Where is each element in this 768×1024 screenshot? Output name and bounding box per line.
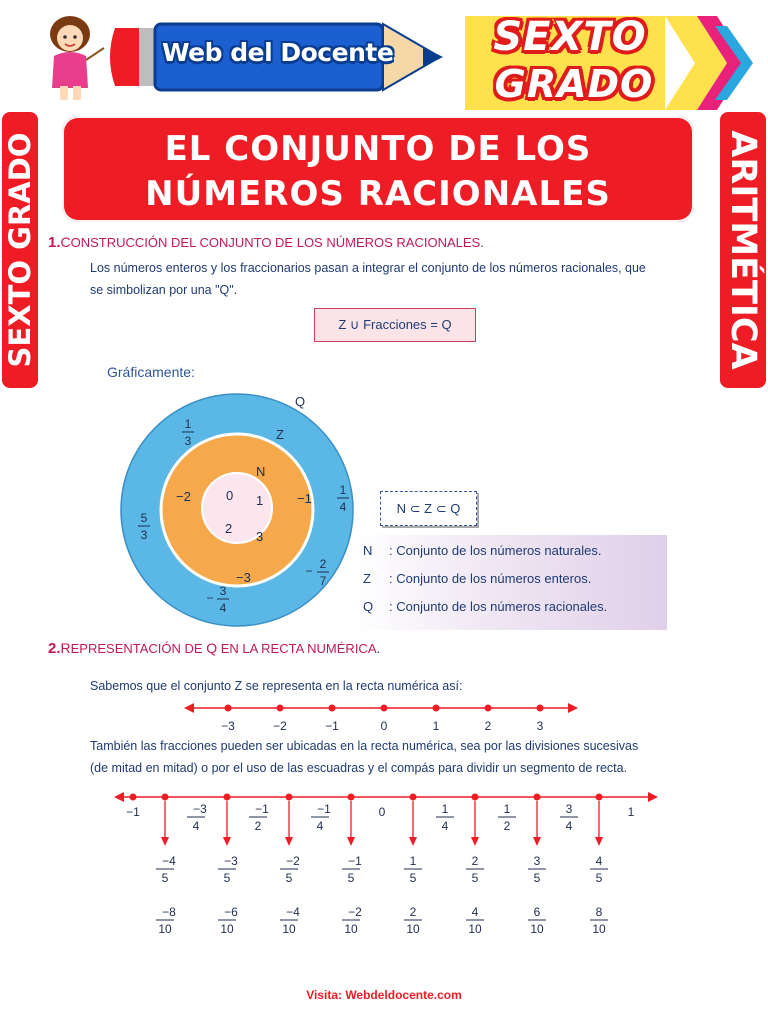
page-title	[62, 116, 694, 222]
numerator: 6	[533, 905, 541, 919]
section-1-initial: C	[60, 234, 71, 250]
denominator: 4	[565, 819, 573, 833]
tick-fraction-label	[187, 802, 207, 833]
tick-point	[225, 705, 232, 712]
denominator: 10	[220, 922, 234, 936]
section-1-heading	[48, 234, 484, 252]
svg-text:−: −	[206, 591, 214, 605]
natural-1: 1	[256, 493, 264, 508]
denominator: 10	[468, 922, 482, 936]
section-2-paragraph-1: Sabemos que el conjunto Z se representa en la recta numérica así:	[90, 679, 463, 693]
denominator: 4	[441, 819, 449, 833]
denominator: 5	[471, 871, 479, 885]
tick-label: 0	[380, 719, 388, 733]
numerator: −2	[286, 854, 300, 868]
fraction-fifth	[590, 854, 608, 885]
formula-box: Z ∪ Fracciones = Q	[314, 308, 476, 342]
denominator: 10	[406, 922, 420, 936]
section-2-end: .	[376, 641, 381, 656]
fraction-tenth	[466, 905, 484, 936]
footer-link[interactable]: Visita: Webdeldocente.com	[306, 988, 462, 1002]
integer-neg-1: −1	[297, 491, 312, 506]
teacher-illustration	[30, 8, 110, 104]
denominator: 10	[530, 922, 544, 936]
numerator: −2	[348, 905, 362, 919]
integer-neg-3: −3	[236, 570, 251, 585]
numerator: −4	[162, 854, 176, 868]
integer-neg-2: −2	[176, 489, 191, 504]
tick-point	[472, 794, 479, 801]
arrow-down-icon	[533, 837, 541, 846]
section-2-paragraph-2	[90, 735, 720, 779]
tick-point	[485, 705, 492, 712]
tick-fraction-label	[249, 802, 269, 833]
svg-text:3: 3	[140, 528, 148, 542]
legend-row: Z : Conjunto de los números enteros.	[363, 571, 592, 586]
numerator: 8	[595, 905, 603, 919]
svg-text:3: 3	[184, 434, 192, 448]
numerator: −1	[255, 802, 269, 816]
denominator: 5	[409, 871, 417, 885]
numerator: −1	[348, 854, 362, 868]
tick-label: −1	[126, 805, 140, 819]
arrow-down-icon	[471, 837, 479, 846]
svg-text:1: 1	[339, 483, 347, 497]
tick-point	[410, 794, 417, 801]
legend-row: Q : Conjunto de los números racionales.	[363, 599, 608, 614]
svg-text:4: 4	[219, 601, 227, 615]
numerator: 4	[595, 854, 603, 868]
numerator: −6	[224, 905, 238, 919]
denominator: 10	[282, 922, 296, 936]
fraction-tenth	[342, 905, 362, 936]
tick-label: 2	[484, 719, 492, 733]
legend-row: N : Conjunto de los números naturales.	[363, 543, 602, 558]
arrow-down-icon	[285, 837, 293, 846]
denominator: 10	[158, 922, 172, 936]
label-q: Q	[295, 394, 306, 409]
numerator: 3	[533, 854, 541, 868]
tick-point	[224, 794, 231, 801]
arrow-down-icon	[409, 837, 417, 846]
tick-point	[537, 705, 544, 712]
graph-label: Gráficamente:	[107, 364, 195, 380]
numerator: 1	[409, 854, 417, 868]
fraction-fifth	[218, 854, 238, 885]
tick-label: −3	[221, 719, 235, 733]
svg-text:7: 7	[319, 574, 327, 588]
fraction-number-line	[110, 785, 660, 945]
svg-text:4: 4	[339, 500, 347, 514]
fraction-tenth	[528, 905, 546, 936]
tick-label: 0	[378, 805, 386, 819]
paragraph-2-line-1: También las fracciones pueden ser ubicadas en la recta numérica, sea por las divisiones sucesivas	[90, 739, 639, 753]
label-n: N	[256, 464, 266, 479]
numerator: −3	[193, 802, 207, 816]
numerator: 1	[503, 802, 511, 816]
tick-point	[433, 705, 440, 712]
numerator: −3	[224, 854, 238, 868]
fraction-tenth	[218, 905, 238, 936]
arrow-down-icon	[161, 837, 169, 846]
section-1-number: 1.	[48, 234, 61, 251]
numerator: −1	[317, 802, 331, 816]
arrow-down-icon	[223, 837, 231, 846]
tick-fraction-label	[311, 802, 331, 833]
svg-text:−: −	[305, 564, 313, 578]
section-1-end: .	[480, 235, 484, 250]
section-2-initial: R	[60, 640, 71, 656]
side-label-left	[2, 112, 38, 388]
fraction-fifth	[342, 854, 362, 885]
denominator: 4	[316, 819, 324, 833]
tick-label: 3	[536, 719, 544, 733]
tick-fraction-label	[560, 802, 578, 833]
numerator: 4	[471, 905, 479, 919]
fraction-fifth	[404, 854, 422, 885]
svg-text:2: 2	[319, 557, 327, 571]
section-2-title-b: EN LA RECTA NUMÉRICA	[217, 641, 377, 656]
tick-fraction-label	[436, 802, 454, 833]
tick-fraction-label	[498, 802, 516, 833]
tick-label: 1	[432, 719, 440, 733]
label-z: Z	[276, 427, 284, 442]
section-1-paragraph	[90, 257, 646, 301]
numerator: −4	[286, 905, 300, 919]
denominator: 5	[533, 871, 541, 885]
tick-label: 1	[627, 805, 635, 819]
denominator: 5	[595, 871, 603, 885]
tick-point	[596, 794, 603, 801]
tick-point	[348, 794, 355, 801]
fraction-tenth	[590, 905, 608, 936]
logo-text: Web del Docente	[162, 38, 394, 67]
tick-point	[130, 794, 137, 801]
arrow-down-icon	[595, 837, 603, 846]
svg-text:5: 5	[140, 511, 148, 525]
side-label-right	[720, 112, 766, 388]
fraction-fifth	[280, 854, 300, 885]
paragraph-2-line-2: (de mitad en mitad) o por el uso de las escuadras y el compás para dividir un segmento de recta.	[90, 761, 628, 775]
denominator: 2	[254, 819, 262, 833]
numerator: 3	[565, 802, 573, 816]
natural-2: 2	[225, 521, 233, 536]
natural-3: 3	[256, 529, 264, 544]
tick-point	[381, 705, 388, 712]
arrow-down-icon	[347, 837, 355, 846]
numerator: 2	[471, 854, 479, 868]
tick-point	[286, 794, 293, 801]
denominator: 5	[161, 871, 169, 885]
denominator: 4	[192, 819, 200, 833]
numerator: 2	[409, 905, 417, 919]
tick-point	[329, 705, 336, 712]
tick-label: −2	[273, 719, 287, 733]
integer-number-line	[180, 698, 580, 738]
section-2-heading	[48, 640, 380, 658]
title-line-1: EL CONJUNTO DE LOS	[164, 129, 592, 169]
section-2-title-a: EPRESENTACIÓN DE	[70, 641, 207, 656]
fraction-tenth	[280, 905, 300, 936]
grade-line-1: SEXTO	[493, 14, 647, 60]
numerator: −8	[162, 905, 176, 919]
venn-diagram	[120, 388, 370, 633]
subset-box: N ⊂ Z ⊂ Q	[380, 491, 477, 526]
side-left-text: SEXTO GRADO	[3, 132, 37, 368]
numerator: 1	[441, 802, 449, 816]
tick-point	[534, 794, 541, 801]
fraction-tenth	[404, 905, 422, 936]
denominator: 2	[503, 819, 511, 833]
svg-text:1: 1	[184, 417, 192, 431]
tick-point	[277, 705, 284, 712]
paragraph-line-2: se simbolizan por una "Q".	[90, 283, 238, 297]
arrow-right-icon	[568, 703, 578, 713]
denominator: 5	[347, 871, 355, 885]
denominator: 10	[592, 922, 606, 936]
tick-label: −1	[325, 719, 339, 733]
side-right-text: ARITMÉTICA	[723, 130, 763, 370]
section-1-title: ONSTRUCCIÓN DEL CONJUNTO DE LOS NÚMEROS RACIONALES	[70, 235, 481, 250]
denominator: 5	[285, 871, 293, 885]
svg-text:3: 3	[219, 584, 227, 598]
arrow-right-icon	[648, 792, 658, 802]
paragraph-line-1: Los números enteros y los fraccionarios pasan a integrar el conjunto de los números racionales, que	[90, 261, 646, 275]
fraction-fifth	[466, 854, 484, 885]
denominator: 5	[223, 871, 231, 885]
section-2-number: 2.	[48, 640, 61, 657]
legend	[355, 535, 667, 630]
fraction-tenth	[156, 905, 176, 936]
grade-line-2: GRADO	[494, 62, 654, 106]
fraction-fifth	[528, 854, 546, 885]
natural-0: 0	[226, 488, 234, 503]
tick-point	[162, 794, 169, 801]
denominator: 10	[344, 922, 358, 936]
arrow-left-icon	[114, 792, 124, 802]
arrow-left-icon	[184, 703, 194, 713]
fraction-fifth	[156, 854, 176, 885]
section-2-q: Q	[206, 640, 218, 656]
title-line-2: NÚMEROS RACIONALES	[145, 174, 611, 214]
